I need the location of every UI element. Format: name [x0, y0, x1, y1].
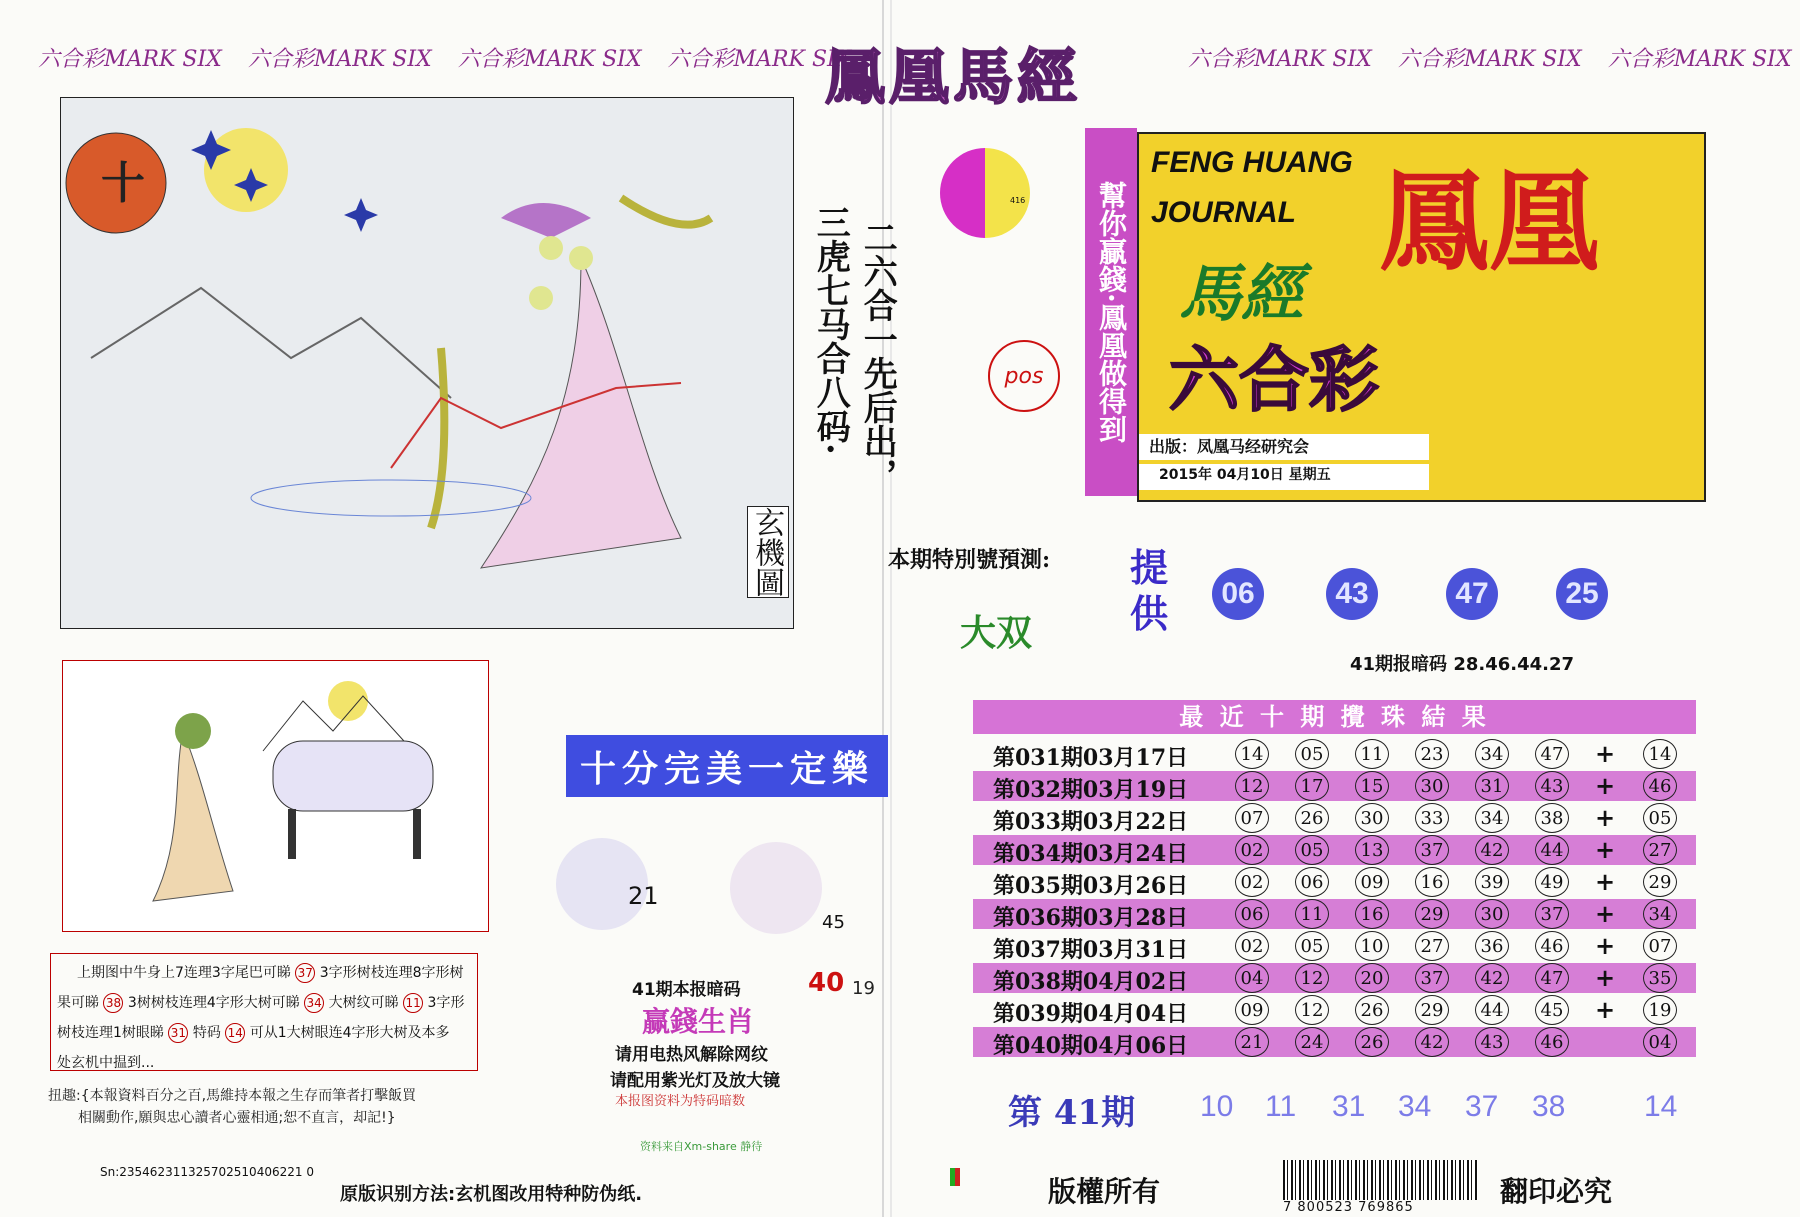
cow-leg — [288, 809, 296, 859]
brand-tag: 六合彩MARK SIX — [1607, 47, 1792, 72]
note-text: 上期图中牛身上7连理3字尾巴可睇 — [77, 965, 291, 981]
result-number: 46 — [1535, 1027, 1569, 1057]
sun-icon — [328, 681, 368, 721]
result-row — [973, 803, 1696, 833]
result-number: 05 — [1295, 739, 1329, 769]
leaf-cluster — [175, 713, 211, 749]
result-row-label: 第037期03月31日 — [993, 937, 1189, 963]
prediction-ball: 06 — [1212, 568, 1264, 620]
cow-leg — [413, 809, 421, 859]
result-number: 49 — [1535, 867, 1569, 897]
pond-ring — [251, 480, 531, 516]
result-number: 12 — [1295, 995, 1329, 1025]
special-number: 35 — [1643, 963, 1677, 993]
disclaimer — [48, 1085, 416, 1129]
result-number: 11 — [1295, 899, 1329, 929]
journal-en-line2: JOURNAL — [1151, 196, 1297, 229]
result-number: 06 — [1295, 867, 1329, 897]
source-note: 资料来自Xm-share 静待 — [640, 1140, 763, 1153]
result-row — [973, 867, 1696, 897]
note-text: 3树树枝连理4字形大树可睇 — [127, 995, 300, 1011]
result-number: 34 — [1475, 739, 1509, 769]
result-row-label: 第039期04月04日 — [993, 1001, 1189, 1027]
current-issue-number: 10 — [1200, 1090, 1234, 1123]
result-row-label: 第038期04月02日 — [993, 969, 1189, 995]
note-text: 果可睇 — [57, 995, 99, 1011]
result-number: 44 — [1475, 995, 1509, 1025]
result-number: 46 — [1535, 931, 1569, 961]
journal-cover — [1137, 132, 1706, 502]
note-number: 14 — [225, 1023, 245, 1043]
current-issue-number: 38 — [1532, 1090, 1566, 1123]
zodiac-figure-2 — [730, 842, 822, 934]
note-text: 可从1大树眼连4字形大树及本多 — [249, 1025, 450, 1041]
brand-tag: 六合彩MARK SIX — [667, 47, 852, 72]
plus-sign: + — [1595, 899, 1616, 928]
journal-sub-title: 馬經 — [1179, 257, 1304, 330]
result-number: 15 — [1355, 771, 1389, 801]
barcode-digits: 7 800523 769865 — [1283, 1200, 1414, 1215]
result-row — [973, 899, 1696, 929]
result-number: 43 — [1535, 771, 1569, 801]
note-number: 34 — [304, 993, 324, 1013]
masthead-title: 鳳凰馬經 — [825, 43, 1081, 113]
note-text: 处玄机中揾到... — [57, 1055, 155, 1071]
special-number: 29 — [1643, 867, 1677, 897]
result-number: 34 — [1475, 803, 1509, 833]
note-text: 树枝连理1树眼睇 — [57, 1025, 164, 1041]
result-number: 09 — [1235, 995, 1269, 1025]
result-number: 13 — [1355, 835, 1389, 865]
result-number: 14 — [1235, 739, 1269, 769]
clock-stamp-text: 十 — [101, 158, 145, 209]
result-number: 12 — [1235, 771, 1269, 801]
prediction-ball: 47 — [1446, 568, 1498, 620]
result-row-label: 第034期03月24日 — [993, 841, 1189, 867]
fruit-icon — [539, 236, 563, 260]
journal-side-slogan: 幫你贏錢·鳳凰做得到 — [1085, 128, 1137, 496]
result-number: 37 — [1415, 835, 1449, 865]
brand-tags-left — [38, 42, 852, 73]
result-number: 23 — [1415, 739, 1449, 769]
cow-tree-picture — [62, 660, 489, 932]
result-number: 43 — [1475, 1027, 1509, 1057]
current-issue-number: 11 — [1265, 1090, 1297, 1123]
tree-trunk — [153, 731, 233, 901]
current-issue-label: 第 41期 — [1008, 1093, 1136, 1133]
journal-en-line1: FENG HUANG — [1151, 146, 1353, 179]
previous-issue-notes — [50, 953, 478, 1071]
plus-sign: + — [1595, 931, 1616, 960]
result-number: 04 — [1235, 963, 1269, 993]
note-number: 37 — [295, 963, 315, 983]
note-text: 3字形树枝连理8字形树 — [319, 965, 464, 981]
note-text: 大树纹可睇 — [328, 995, 399, 1011]
result-row — [973, 835, 1696, 865]
barcode — [1283, 1160, 1478, 1200]
no-reprint: 翻印必究 — [1500, 1175, 1613, 1208]
brand-tags-right — [1188, 42, 1792, 73]
brand-tag: 六合彩MARK SIX — [1188, 47, 1372, 72]
prediction-ball: 25 — [1556, 568, 1608, 620]
result-row-label: 第032期03月19日 — [993, 777, 1189, 803]
special-number: 04 — [1643, 1027, 1677, 1057]
mystic-picture-panel — [60, 97, 794, 629]
brand-tag: 六合彩MARK SIX — [1397, 47, 1582, 72]
result-number: 06 — [1235, 899, 1269, 929]
result-number: 38 — [1535, 803, 1569, 833]
color-mark — [950, 1168, 960, 1186]
special-number: 27 — [1643, 835, 1677, 865]
result-row — [973, 995, 1696, 1025]
copyright: 版權所有 — [1048, 1175, 1161, 1208]
result-number: 37 — [1535, 899, 1569, 929]
result-number: 27 — [1415, 931, 1449, 961]
special-number: 34 — [1643, 899, 1677, 929]
prediction-ball: 43 — [1326, 568, 1378, 620]
verse-line-1: 二六合一先后出， — [857, 220, 898, 492]
result-number: 21 — [1235, 1027, 1269, 1057]
moon-icon — [204, 128, 288, 212]
current-issue-special: 14 — [1644, 1090, 1678, 1123]
result-number: 02 — [1235, 931, 1269, 961]
result-row — [973, 739, 1696, 769]
result-number: 26 — [1355, 1027, 1389, 1057]
result-number: 02 — [1235, 867, 1269, 897]
prediction-hint: 大双 — [960, 612, 1033, 654]
result-row — [973, 931, 1696, 961]
bird-icon — [501, 203, 591, 238]
result-number: 26 — [1295, 803, 1329, 833]
result-row-label: 第033期03月22日 — [993, 809, 1189, 835]
special-number: 46 — [1643, 771, 1677, 801]
result-number: 47 — [1535, 739, 1569, 769]
brand-tag: 六合彩MARK SIX — [38, 47, 222, 72]
result-number: 44 — [1535, 835, 1569, 865]
result-number: 07 — [1235, 803, 1269, 833]
serial-number: Sn:235462311325702510406221 0 — [100, 1165, 314, 1179]
plus-sign: + — [1595, 835, 1616, 864]
yin-yang-number: 416 — [1010, 196, 1026, 205]
plus-sign: + — [1595, 963, 1616, 992]
winning-zodiac: 赢錢生肖 — [642, 1005, 755, 1038]
yin-yang-icon — [940, 148, 1030, 238]
result-number: 30 — [1475, 899, 1509, 929]
result-row — [973, 1027, 1696, 1057]
disclaimer-line: 相關動作,願與忠心讀者心靈相通;恕不直言，却記!} — [78, 1110, 396, 1126]
note-text: 特码 — [192, 1025, 221, 1041]
special-number: 07 — [1643, 931, 1677, 961]
fruit-icon — [569, 246, 593, 270]
note-number: 38 — [103, 993, 123, 1013]
result-number: 31 — [1475, 771, 1509, 801]
result-number: 39 — [1475, 867, 1509, 897]
note-text: 3字形 — [427, 995, 465, 1011]
result-number: 20 — [1355, 963, 1389, 993]
results-header: 最 近 十 期 攪 珠 結 果 — [973, 700, 1696, 734]
plus-sign: + — [1595, 867, 1616, 896]
brand-tag: 六合彩MARK SIX — [247, 47, 432, 72]
prediction-provide: 提供 — [1130, 545, 1169, 636]
result-number: 36 — [1475, 931, 1509, 961]
result-number: 12 — [1295, 963, 1329, 993]
journal-date: 2015年 04月10日 星期五 — [1139, 464, 1429, 490]
plus-sign: + — [1595, 739, 1616, 768]
figure-1-number: 21 — [628, 882, 659, 910]
secret-code: 41期报暗码 28.46.44.27 — [1350, 654, 1575, 675]
journal-lottery: 六合彩 — [1169, 338, 1379, 421]
perfect-banner: 十分完美一定樂 — [566, 735, 888, 797]
result-number: 42 — [1475, 835, 1509, 865]
pos-badge: pos — [988, 340, 1060, 412]
fruit-icon — [529, 286, 553, 310]
result-number: 29 — [1415, 995, 1449, 1025]
result-number: 33 — [1415, 803, 1449, 833]
current-issue-number: 34 — [1398, 1090, 1432, 1123]
result-number: 30 — [1355, 803, 1389, 833]
tree-trunk — [481, 258, 681, 568]
journal-big-title: 鳳凰 — [1379, 157, 1599, 286]
result-number: 09 — [1355, 867, 1389, 897]
result-number: 11 — [1355, 739, 1389, 769]
result-number: 17 — [1295, 771, 1329, 801]
plus-sign: + — [1595, 771, 1616, 800]
result-number: 02 — [1235, 835, 1269, 865]
special-number: 14 — [1643, 739, 1677, 769]
result-number: 42 — [1475, 963, 1509, 993]
result-row — [973, 771, 1696, 801]
special-number: 19 — [1643, 995, 1677, 1025]
result-row — [973, 963, 1696, 993]
result-row-label: 第036期03月28日 — [993, 905, 1189, 931]
verify-method: 原版识别方法:玄机图改用特种防伪纸. — [340, 1184, 643, 1205]
note-number: 31 — [168, 1023, 188, 1043]
current-issue-number: 37 — [1465, 1090, 1499, 1123]
grass-leaf — [431, 348, 444, 528]
result-number: 05 — [1295, 931, 1329, 961]
result-number: 37 — [1415, 963, 1449, 993]
instruction-3: 本报图资料为特码暗数 — [615, 1094, 746, 1109]
figure-2-number: 45 — [822, 912, 845, 933]
verse-line-2: 三虎七马合八码· — [810, 205, 851, 455]
brand-tag: 六合彩MARK SIX — [457, 47, 642, 72]
result-number: 45 — [1535, 995, 1569, 1025]
result-number: 26 — [1355, 995, 1389, 1025]
instruction-2: 请配用紫光灯及放大镜 — [610, 1071, 780, 1091]
result-row-label: 第040期04月06日 — [993, 1033, 1189, 1059]
journal-publisher: 出版：凤凰马经研究会 — [1139, 434, 1429, 460]
mystic-picture-illustration — [61, 98, 793, 628]
result-number: 16 — [1415, 867, 1449, 897]
plus-sign: + — [1595, 995, 1616, 1024]
instruction-1: 请用电热风解除网纹 — [615, 1045, 768, 1065]
result-number: 16 — [1355, 899, 1389, 929]
current-issue-number: 31 — [1332, 1090, 1366, 1123]
result-number: 10 — [1355, 931, 1389, 961]
result-number: 24 — [1295, 1027, 1329, 1057]
result-number: 42 — [1415, 1027, 1449, 1057]
cow-tree-illustration — [63, 661, 488, 931]
prediction-label: 本期特別號預測: — [888, 547, 1051, 573]
star-icon — [344, 198, 378, 232]
plus-sign: + — [1595, 803, 1616, 832]
result-number: 47 — [1535, 963, 1569, 993]
grass-leaf — [621, 198, 711, 225]
result-row-label: 第035期03月26日 — [993, 873, 1189, 899]
mystic-picture-caption: 玄機圖 — [747, 506, 789, 598]
cow-body — [273, 741, 433, 811]
result-row-label: 第031期03月17日 — [993, 745, 1189, 771]
note-number: 11 — [403, 993, 423, 1013]
mountain-outline — [91, 288, 451, 398]
result-number: 29 — [1415, 899, 1449, 929]
issue-code-label: 41期本报暗码 — [632, 980, 741, 1000]
result-number: 05 — [1295, 835, 1329, 865]
red-number-1: 40 — [808, 968, 845, 998]
result-number: 30 — [1415, 771, 1449, 801]
special-number: 05 — [1643, 803, 1677, 833]
disclaimer-line: 扭趣:{本報資料百分之百,馬維持本報之生存而筆者打擊飯買 — [48, 1088, 417, 1104]
red-number-2: 19 — [852, 978, 875, 999]
